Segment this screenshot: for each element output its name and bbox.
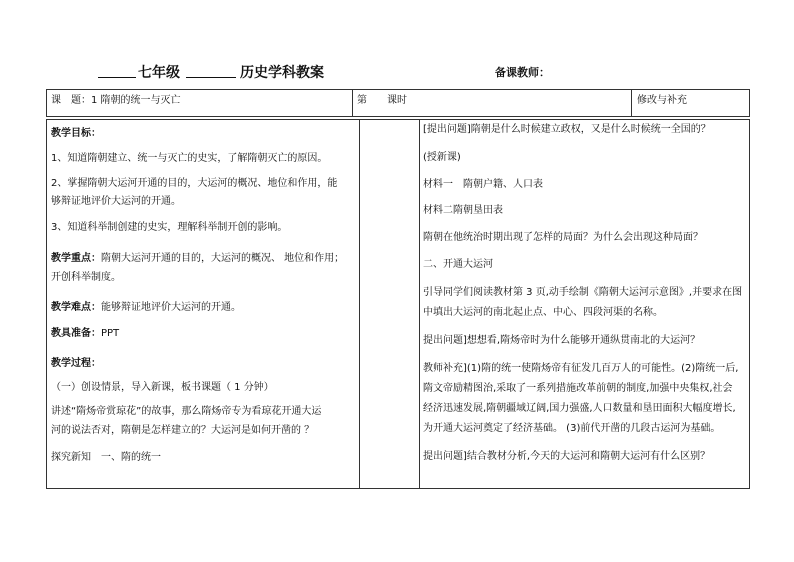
- header-divider: [631, 90, 632, 116]
- grade-label: 七年级: [138, 65, 180, 81]
- header-table: [46, 89, 750, 117]
- column-divider: [419, 120, 420, 488]
- goal-2b: 够辩证地评价大运河的开通。: [51, 196, 181, 207]
- question-1: [提出问题]隋朝是什么时候建立政权，又是什么时候统一全国的？: [423, 124, 711, 135]
- supplement-a: 教师补充](1)隋的统一使隋炀帝有征发几百万人的可能性。(2)隋统一后,: [423, 363, 739, 374]
- material-1: 材料一 隋朝户籍、人口表: [423, 179, 543, 190]
- teacher-label: 备课教师：: [495, 66, 550, 79]
- period-label: 第 课时: [357, 95, 407, 106]
- key-points: [51, 252, 344, 266]
- key-text-a: 隋朝大运河开通的目的，大运河的概况、 地位和作用；: [101, 253, 345, 264]
- subject-underline: [186, 77, 236, 78]
- guide-b: 中填出大运河的南北起止点、中心、四段河渠的名称。: [423, 307, 663, 318]
- supplement-d: 为开通大运河奠定了经济基础。 (3)前代开凿的几段古运河为基础。: [423, 423, 721, 434]
- revise-label: 修改与补充: [637, 95, 687, 106]
- story-a: 讲述“隋炀帝赏琼花”的故事，那么隋炀帝专为看琼花开通大运: [51, 406, 322, 417]
- prep-text: PPT: [101, 328, 120, 339]
- explore: 探究新知 一、隋的统一: [51, 452, 161, 463]
- diff-text: 能够辩证地评价大运河的开通。: [101, 302, 241, 313]
- key-heading: 教学重点：: [51, 253, 101, 264]
- guide-a: 引导同学们阅读教材第 3 页,动手绘制《隋朝大运河示意图》,并要求在图: [423, 287, 743, 298]
- process-heading: 教学过程：: [51, 358, 101, 369]
- goal-3: 3、知道科举制创建的史实，理解科举制开创的影响。: [51, 222, 288, 233]
- goals-heading: 教学目标：: [51, 128, 101, 139]
- step-1: （一）创设情景，导入新课，板书课题（ 1 分钟）: [51, 382, 274, 393]
- story-b: 河的说法否对，隋朝是怎样建立的？大运河是如何开凿的 ？: [51, 425, 315, 436]
- header-divider: [352, 90, 353, 116]
- subject-title: 历史学科教案: [240, 65, 324, 81]
- difficulty: [51, 301, 241, 315]
- question-2: 隋朝在他统治时期出现了怎样的局面？为什么会出现这种局面？: [423, 232, 703, 243]
- prep-heading: 教具准备：: [51, 328, 101, 339]
- section-2: 二、开通大运河: [423, 259, 493, 270]
- title-row: [98, 62, 758, 84]
- lesson-label: 课 题：1 隋朝的统一与灭亡: [51, 95, 181, 106]
- supplement-b: 隋文帝励精图治,采取了一系列措施改革前朝的制度,加强中央集权,社会: [423, 383, 733, 394]
- goal-2a: 2、掌握隋朝大运河开通的目的，大运河的概况、地位和作用，能: [51, 178, 338, 189]
- column-divider: [359, 120, 360, 488]
- supplement-c: 经济迅速发展,隋朝疆域辽阔,国力强盛,人口数量和垦田面积大幅度增长,: [423, 403, 736, 414]
- grade-underline: [98, 77, 136, 78]
- teach-note: (授新课): [423, 152, 461, 163]
- goal-1: 1、知道隋朝建立、统一与灭亡的史实，了解隋朝灭亡的原因。: [51, 153, 328, 164]
- lesson-table: [46, 119, 750, 489]
- question-4: 提出问题]结合教材分析,今天的大运河和隋朝大运河有什么区别？: [423, 451, 711, 462]
- prep: [51, 327, 119, 341]
- question-3: 提出问题]想想看,隋炀帝时为什么能够开通纵贯南北的大运河？: [423, 335, 701, 346]
- key-text-b: 开创科举制度。: [51, 272, 121, 283]
- material-2: 材料二隋朝垦田表: [423, 205, 503, 216]
- diff-heading: 教学难点：: [51, 302, 101, 313]
